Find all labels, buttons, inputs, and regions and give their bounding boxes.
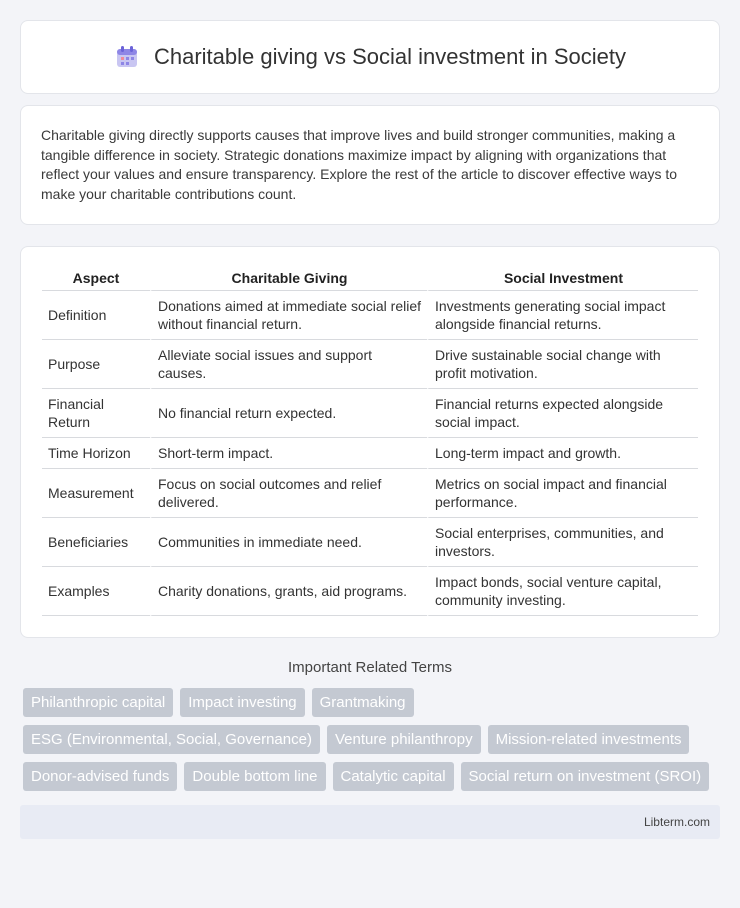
header-aspect: Aspect bbox=[42, 267, 150, 291]
charitable-giving-cell: Charity donations, grants, aid programs. bbox=[150, 567, 427, 616]
charitable-giving-cell: Donations aimed at immediate social relief without financial return. bbox=[150, 291, 427, 340]
header-charitable-giving: Charitable Giving bbox=[150, 267, 427, 291]
table-row bbox=[42, 291, 698, 340]
charitable-giving-cell: Focus on social outcomes and relief delivered. bbox=[150, 469, 427, 518]
related-term-tag[interactable]: Social return on investment (SROI) bbox=[461, 762, 710, 791]
intro-text: Charitable giving directly supports causes that improve lives and build stronger communities, making a tangible difference in society. Strategic donations maximize impact by aligning with organizations that reflect your values and ensure transparency. Explore the rest of the article to discover effective ways to make your charitable contributions count. bbox=[41, 127, 678, 202]
related-term-tag[interactable]: Grantmaking bbox=[312, 688, 414, 717]
aspect-cell: Financial Return bbox=[42, 389, 150, 438]
table-row bbox=[42, 469, 698, 518]
table-row bbox=[42, 518, 698, 567]
related-term-tag[interactable]: Venture philanthropy bbox=[327, 725, 481, 754]
aspect-cell: Beneficiaries bbox=[42, 518, 150, 567]
page-title: Charitable giving vs Social investment in Society bbox=[153, 44, 626, 69]
related-term-tag[interactable]: Mission-related investments bbox=[488, 725, 690, 754]
related-term-tag[interactable]: Catalytic capital bbox=[333, 762, 454, 791]
aspect-cell: Definition bbox=[42, 291, 150, 340]
social-investment-cell: Impact bonds, social venture capital, community investing. bbox=[427, 567, 698, 616]
related-term-tag[interactable]: Double bottom line bbox=[184, 762, 325, 791]
aspect-cell: Examples bbox=[42, 567, 150, 616]
related-terms-title: Important Related Terms bbox=[288, 659, 452, 676]
charitable-giving-cell: Alleviate social issues and support causes. bbox=[150, 340, 427, 389]
social-investment-cell: Social enterprises, communities, and investors. bbox=[427, 518, 698, 567]
social-investment-cell: Financial returns expected alongside social impact. bbox=[427, 389, 698, 438]
related-term-tag[interactable]: Philanthropic capital bbox=[23, 688, 173, 717]
social-investment-cell: Investments generating social impact alongside financial returns. bbox=[427, 291, 698, 340]
charitable-giving-cell: No financial return expected. bbox=[150, 389, 427, 438]
social-investment-cell: Metrics on social impact and financial performance. bbox=[427, 469, 698, 518]
comparison-table bbox=[42, 267, 698, 616]
table-header-row bbox=[42, 267, 698, 291]
related-term-tag[interactable]: Impact investing bbox=[180, 688, 304, 717]
table-row bbox=[42, 438, 698, 469]
aspect-cell: Purpose bbox=[42, 340, 150, 389]
comparison-table-card bbox=[20, 246, 720, 638]
related-term-tag[interactable]: ESG (Environmental, Social, Governance) bbox=[23, 725, 320, 754]
intro-card bbox=[20, 105, 720, 225]
table-row bbox=[42, 389, 698, 438]
related-terms-list bbox=[20, 688, 720, 791]
footer-brand-link[interactable]: Libterm.com bbox=[643, 815, 710, 829]
social-investment-cell: Drive sustainable social change with profit motivation. bbox=[427, 340, 698, 389]
footer bbox=[20, 805, 720, 839]
title-card bbox=[20, 20, 720, 94]
table-row bbox=[42, 340, 698, 389]
related-term-tag[interactable]: Donor-advised funds bbox=[23, 762, 177, 791]
social-investment-cell: Long-term impact and growth. bbox=[427, 438, 698, 469]
charitable-giving-cell: Communities in immediate need. bbox=[150, 518, 427, 567]
calendar-icon bbox=[114, 44, 140, 70]
header-social-investment: Social Investment bbox=[427, 267, 698, 291]
table-row bbox=[42, 567, 698, 616]
aspect-cell: Measurement bbox=[42, 469, 150, 518]
aspect-cell: Time Horizon bbox=[42, 438, 150, 469]
charitable-giving-cell: Short-term impact. bbox=[150, 438, 427, 469]
